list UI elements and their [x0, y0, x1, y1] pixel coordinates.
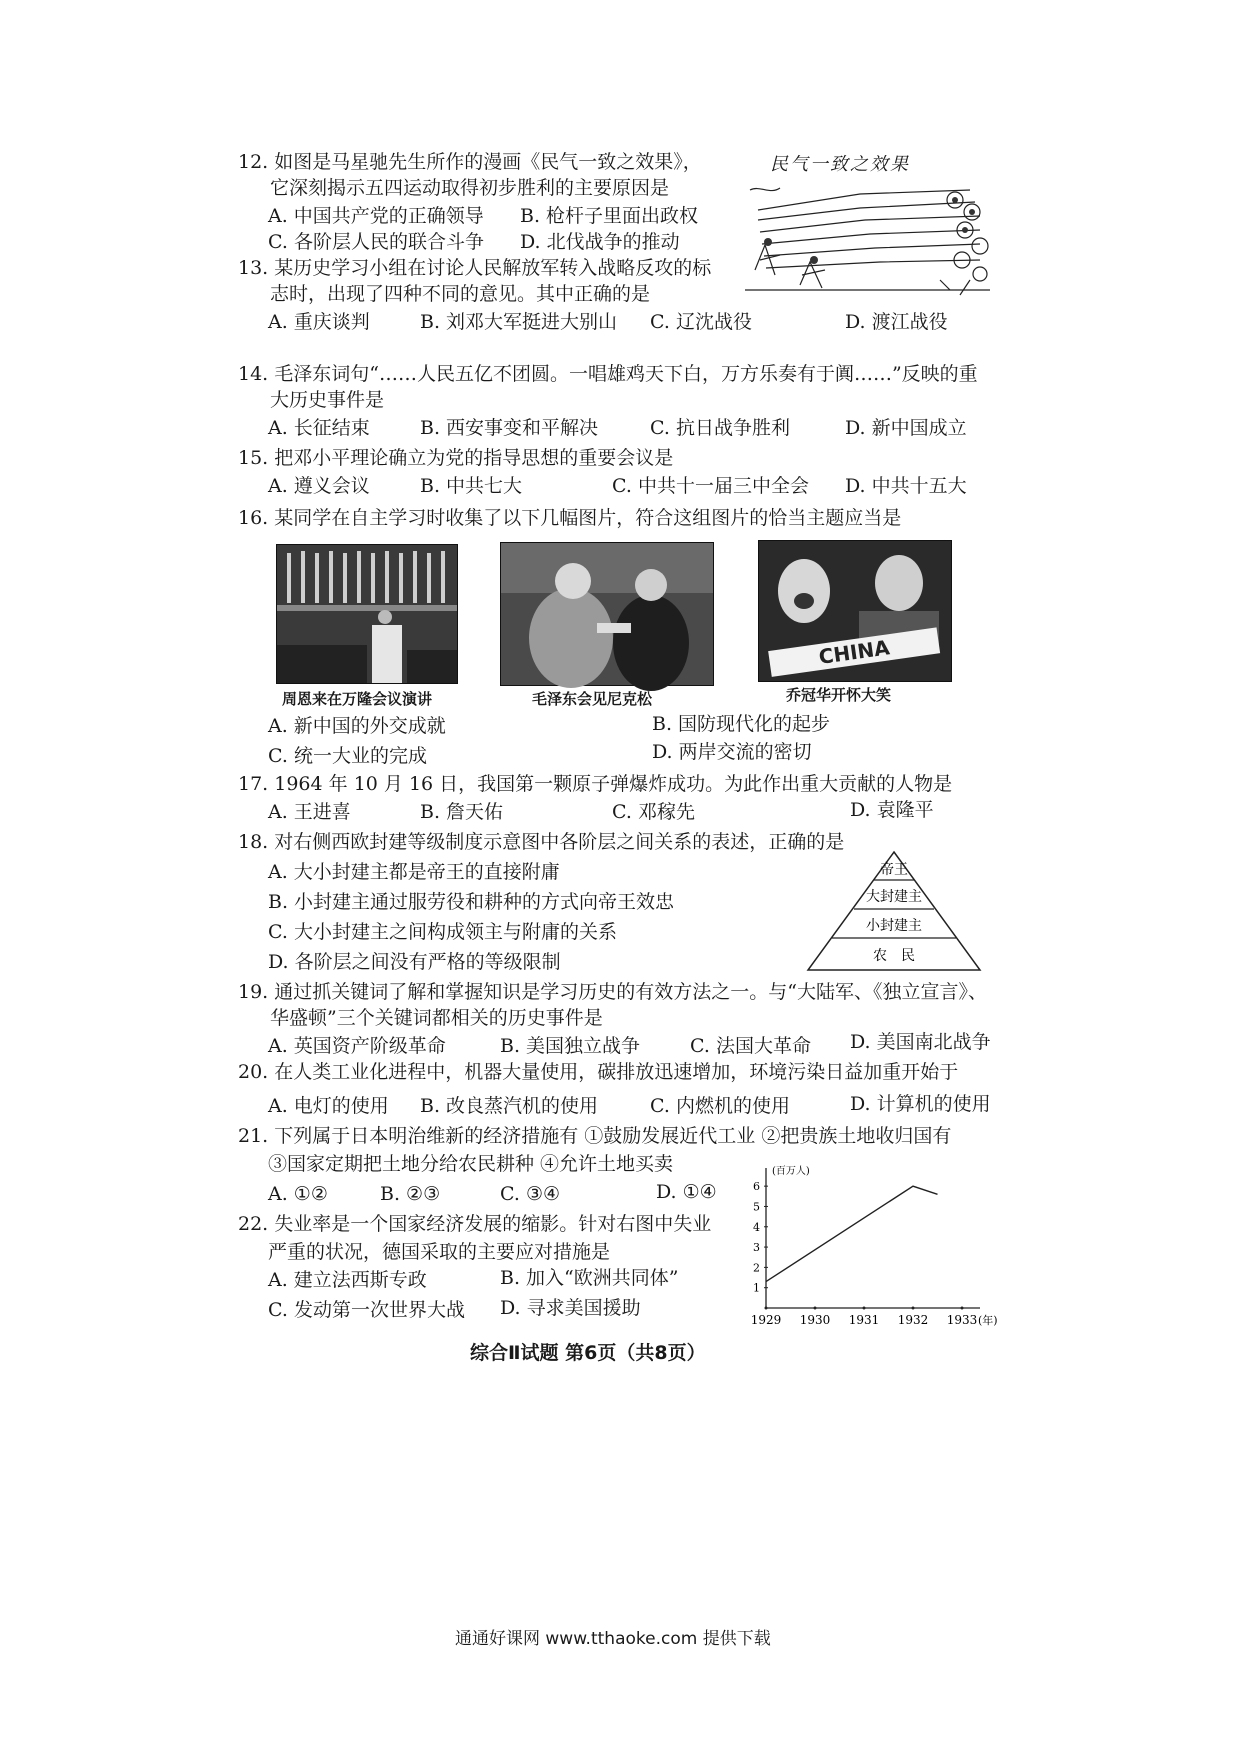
q13-stem-line1: 13. 某历史学习小组在讨论人民解放军转入战略反攻的标: [238, 257, 712, 279]
feudal-pyramid-diagram: [806, 850, 982, 972]
q22-option-b[interactable]: B. 加入“欧洲共同体”: [500, 1267, 679, 1289]
y-tick-label: 6: [753, 1180, 760, 1194]
q14-option-a[interactable]: A. 长征结束: [268, 417, 370, 439]
q22-stem-line2: 严重的状况，德国采取的主要应对措施是: [268, 1241, 611, 1263]
q22-option-d[interactable]: D. 寻求美国援助: [500, 1297, 641, 1319]
x-tick: [863, 1307, 866, 1310]
q12-option-a[interactable]: A. 中国共产党的正确领导: [268, 205, 484, 227]
q14-stem-line2: 大历史事件是: [270, 389, 385, 411]
pyramid-level-king: 帝王: [880, 862, 908, 878]
q13-option-c[interactable]: C. 辽沈战役: [650, 311, 752, 333]
q20-option-a[interactable]: A. 电灯的使用: [268, 1095, 389, 1117]
q12-option-c[interactable]: C. 各阶层人民的联合斗争: [268, 231, 484, 253]
pyramid-level-great-lords: 大封建主: [866, 889, 922, 905]
q12-stem-line1: 12. 如图是马星驰先生所作的漫画《民气一致之效果》，: [238, 151, 702, 173]
q13-option-b[interactable]: B. 刘邓大军挺进大别山: [420, 311, 618, 333]
q18-option-b[interactable]: B. 小封建主通过服劳役和耕种的方式向帝王效忠: [268, 891, 675, 913]
q17-option-a[interactable]: A. 王进喜: [268, 801, 351, 823]
y-tick-label: 3: [753, 1241, 760, 1255]
q19-option-a[interactable]: A. 英国资产阶级革命: [268, 1035, 446, 1057]
q18-option-d[interactable]: D. 各阶层之间没有严格的等级限制: [268, 951, 561, 973]
q21-stem-line1: 21. 下列属于日本明治维新的经济措施有 ①鼓励发展近代工业 ②把贵族土地收归国有: [238, 1125, 952, 1147]
cartoon-title: 民气一致之效果: [770, 154, 910, 175]
q16-option-c[interactable]: C. 统一大业的完成: [268, 745, 427, 767]
x-tick: [814, 1307, 817, 1310]
q15-option-b[interactable]: B. 中共七大: [420, 475, 523, 497]
q20-option-b[interactable]: B. 改良蒸汽机的使用: [420, 1095, 599, 1117]
q15-stem: 15. 把邓小平理论确立为党的指导思想的重要会议是: [238, 447, 674, 469]
q15-option-a[interactable]: A. 遵义会议: [268, 475, 370, 497]
q14-option-b[interactable]: B. 西安事变和平解决: [420, 417, 599, 439]
q17-option-c[interactable]: C. 邓稼先: [612, 801, 695, 823]
q18-stem: 18. 对右侧西欧封建等级制度示意图中各阶层之间关系的表述，正确的是: [238, 831, 845, 853]
q20-option-c[interactable]: C. 内燃机的使用: [650, 1095, 790, 1117]
x-axis-label: (年): [978, 1314, 998, 1327]
q14-option-d[interactable]: D. 新中国成立: [845, 417, 967, 439]
q19-option-c[interactable]: C. 法国大革命: [690, 1035, 811, 1057]
y-tick-label: 4: [753, 1220, 760, 1234]
page-footer: 综合Ⅱ试题 第6页（共8页）: [470, 1342, 706, 1364]
y-tick-label: 1: [753, 1281, 760, 1295]
x-tick-label: 1930: [799, 1313, 831, 1327]
caption-2: 毛泽东会见尼克松: [532, 690, 653, 708]
q19-option-d[interactable]: D. 美国南北战争: [850, 1031, 991, 1053]
q15-option-c[interactable]: C. 中共十一届三中全会: [612, 475, 809, 497]
q18-option-c[interactable]: C. 大小封建主之间构成领主与附庸的关系: [268, 921, 617, 943]
q16-option-d[interactable]: D. 两岸交流的密切: [652, 741, 812, 763]
q22-option-a[interactable]: A. 建立法西斯专政: [268, 1269, 427, 1291]
download-credit: 通通好课网 www.tthaoke.com 提供下载: [455, 1629, 771, 1649]
q18-option-a[interactable]: A. 大小封建主都是帝王的直接附庸: [268, 861, 560, 883]
q17-option-d[interactable]: D. 袁隆平: [850, 799, 934, 821]
x-tick: [765, 1307, 768, 1310]
x-tick: [961, 1307, 964, 1310]
q19-stem-line1: 19. 通过抓关键词了解和掌握知识是学习历史的有效方法之一。与“大陆军、《独立宣言》、: [238, 981, 987, 1003]
photo-zhou-enlai-bandung: [276, 544, 458, 684]
photo-qiao-guanhua: [758, 540, 952, 682]
q19-stem-line2: 华盛顿”三个关键词都相关的历史事件是: [270, 1007, 603, 1029]
q21-option-d[interactable]: D. ①④: [656, 1181, 717, 1203]
china-banner-text: CHINA: [817, 635, 892, 669]
q22-option-c[interactable]: C. 发动第一次世界大战: [268, 1299, 465, 1321]
x-tick: [912, 1307, 915, 1310]
q14-stem-line1: 14. 毛泽东词句“……人民五亿不团圆。一唱雄鸡天下白，万方乐奏有于阗……”反映的重: [238, 363, 978, 385]
q17-stem: 17. 1964 年 10 月 16 日，我国第一颗原子弹爆炸成功。为此作出重大贡献的人物是: [238, 773, 953, 795]
q16-option-b[interactable]: B. 国防现代化的起步: [652, 713, 831, 735]
x-tick-label: 1932: [897, 1313, 929, 1327]
q21-stem-line2: ③国家定期把土地分给农民耕种 ④允许土地买卖: [268, 1153, 674, 1175]
q13-option-d[interactable]: D. 渡江战役: [845, 311, 948, 333]
pyramid-level-peasants: 农 民: [873, 948, 915, 964]
cartoon-figure: [740, 150, 1000, 298]
x-tick-label: 1933: [946, 1313, 978, 1327]
q16-option-a[interactable]: A. 新中国的外交成就: [268, 715, 446, 737]
cartoon-drawing: [740, 150, 1000, 298]
y-axis-label: (百万人): [772, 1166, 810, 1177]
pyramid-level-lesser-lords: 小封建主: [866, 918, 922, 934]
q22-stem-line1: 22. 失业率是一个国家经济发展的缩影。针对右图中失业: [238, 1213, 712, 1235]
y-tick-label: 5: [753, 1200, 760, 1214]
photo-mao-nixon: [500, 542, 714, 686]
q12-option-b[interactable]: B. 枪杆子里面出政权: [520, 205, 699, 227]
q21-option-a[interactable]: A. ①②: [268, 1183, 328, 1205]
x-tick-label: 1929: [750, 1313, 782, 1327]
q13-option-a[interactable]: A. 重庆谈判: [268, 311, 370, 333]
q17-option-b[interactable]: B. 詹天佑: [420, 801, 504, 823]
q21-option-c[interactable]: C. ③④: [500, 1183, 561, 1205]
caption-3: 乔冠华开怀大笑: [786, 686, 892, 704]
q12-option-d[interactable]: D. 北伐战争的推动: [520, 231, 680, 253]
unemployment-series-line: [766, 1186, 938, 1281]
y-tick-label: 2: [753, 1261, 760, 1275]
caption-1: 周恩来在万隆会议演讲: [282, 690, 433, 708]
q14-option-c[interactable]: C. 抗日战争胜利: [650, 417, 790, 439]
q20-option-d[interactable]: D. 计算机的使用: [850, 1093, 991, 1115]
q16-stem: 16. 某同学在自主学习时收集了以下几幅图片，符合这组图片的恰当主题应当是: [238, 507, 902, 529]
q12-stem-line2: 它深刻揭示五四运动取得初步胜利的主要原因是: [270, 177, 670, 199]
q20-stem: 20. 在人类工业化进程中，机器大量使用，碳排放迅速增加，环境污染日益加重开始于: [238, 1061, 959, 1083]
q15-option-d[interactable]: D. 中共十五大: [845, 475, 967, 497]
q13-stem-line2: 志时，出现了四种不同的意见。其中正确的是: [270, 283, 651, 305]
x-tick-label: 1931: [848, 1313, 880, 1327]
unemployment-line-chart: [744, 1158, 998, 1328]
q21-option-b[interactable]: B. ②③: [380, 1183, 441, 1205]
q19-option-b[interactable]: B. 美国独立战争: [500, 1035, 641, 1057]
